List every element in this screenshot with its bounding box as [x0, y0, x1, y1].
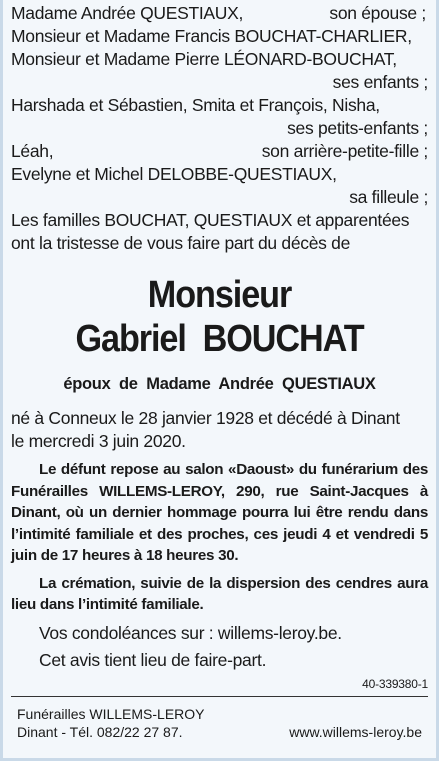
grandchildren-role: ses petits-enfants ; — [287, 118, 428, 138]
spouse-role: son épouse ; — [329, 3, 426, 23]
notice-line: Cet avis tient lieu de faire-part. — [39, 649, 267, 670]
deceased-title: Monsieur — [147, 274, 292, 316]
goddaughter-line: Evelyne et Michel DELOBBE-QUESTIAUX, — [11, 164, 337, 184]
footer — [11, 705, 428, 741]
birth-death-line-2: le mercredi 3 juin 2020. — [11, 431, 186, 451]
funeral-home-contact: Dinant - Tél. 082/22 27 87. — [17, 723, 183, 740]
deceased-name: Gabriel BOUCHAT — [75, 318, 364, 360]
goddaughter-role: sa filleule ; — [349, 187, 428, 207]
children-line-2: Monsieur et Madame Pierre LÉONARD-BOUCHAT, — [11, 49, 397, 69]
birth-death-line-1: né à Conneux le 28 janvier 1928 et décédé à Dinant — [11, 408, 400, 428]
funeral-home-name: Funérailles WILLEMS-LEROY — [17, 705, 205, 722]
spouse-line — [11, 2, 428, 25]
great-grandchild-role: son arrière-petite-fille ; — [261, 141, 428, 161]
families-line-1: Les familles BOUCHAT, QUESTIAUX et apparentées — [11, 210, 410, 230]
cremation-paragraph: La crémation, suivie de la dispersion des cendres aura lieu dans l’intimité familiale. — [11, 574, 428, 613]
spouse-name: Madame Andrée QUESTIAUX, — [11, 3, 244, 23]
spouse-of-line: époux de Madame Andrée QUESTIAUX — [63, 375, 376, 393]
notice-body — [3, 0, 436, 741]
families-line-2: ont la tristesse de vous faire part du décès de — [11, 233, 351, 253]
website-link[interactable]: www.willems-leroy.be — [289, 723, 422, 740]
great-grandchild-line — [11, 140, 428, 163]
reference-number: 40-339380-1 — [11, 676, 428, 697]
grandchildren-line: Harshada et Sébastien, Smita et François, Nisha, — [11, 95, 380, 115]
condolences-line: Vos condoléances sur : willems-leroy.be. — [39, 622, 342, 643]
great-grandchild-name: Léah, — [11, 141, 54, 161]
children-line-1: Monsieur et Madame Francis BOUCHAT-CHARLIER, — [11, 26, 412, 46]
funeral-home-info — [17, 705, 205, 741]
children-role: ses enfants ; — [332, 72, 428, 92]
funerarium-paragraph: Le défunt repose au salon «Daoust» du funérarium des Funérailles WILLEMS-LEROY, 290, rue Saint-Jacques à Dinant, où un dernier hommage pourra lui être rendu dans l’intimité familiale et des proches, ces jeudi 4 et vendredi 5 juin de 17 heures à 18 heures 30. — [11, 461, 428, 564]
